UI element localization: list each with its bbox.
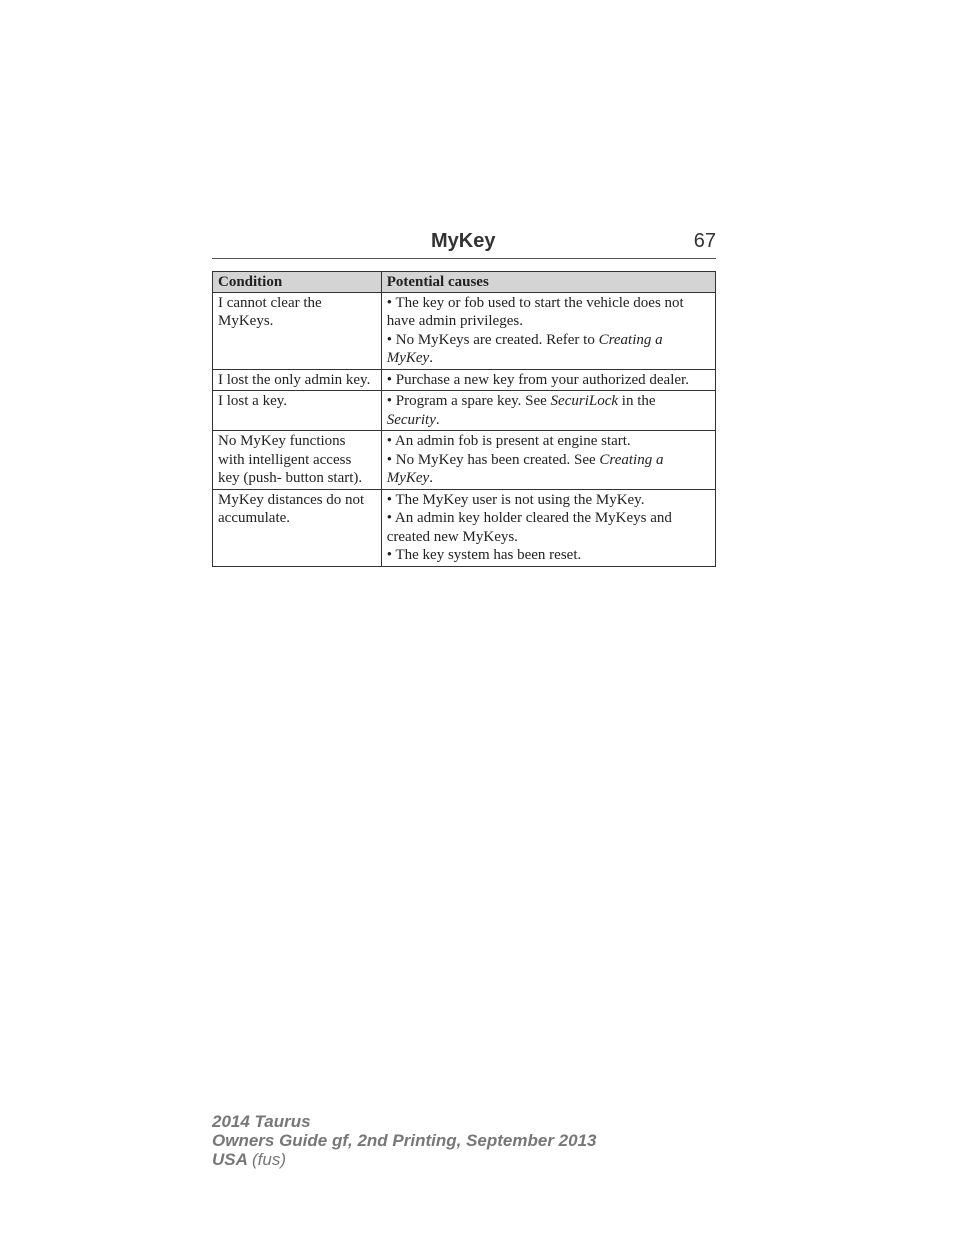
cross-reference: Creating a MyKey xyxy=(386,331,663,366)
table-row xyxy=(213,431,716,490)
condition-cell: I cannot clear the MyKeys. xyxy=(213,292,382,369)
cause-item: • Purchase a new key from your authorized dealer. xyxy=(386,371,689,388)
section-title: MyKey xyxy=(431,230,496,252)
cause-item: • The key system has been reset. xyxy=(386,547,582,563)
cause-item: • The key or fob used to start the vehicle does not have admin privileges. xyxy=(386,294,684,329)
document-footer xyxy=(212,1112,596,1169)
table-row xyxy=(213,369,716,391)
cause-text: • No MyKey has been created. See xyxy=(386,451,600,468)
footer-edition: Owners Guide gf, 2nd Printing, September 2013 xyxy=(212,1131,597,1150)
table-header-row xyxy=(213,272,716,293)
column-header-condition: Condition xyxy=(213,272,382,293)
cause-tail: . xyxy=(435,411,440,428)
causes-cell xyxy=(381,489,715,566)
column-header-causes: Potential causes xyxy=(381,272,715,293)
table-row xyxy=(213,489,716,566)
footer-region-suffix: (fus) xyxy=(252,1150,286,1169)
cause-text: • No MyKeys are created. Refer to xyxy=(386,331,599,348)
condition-cell: No MyKey functions with intelligent access key (push- button start). xyxy=(213,431,382,490)
footer-model: 2014 Taurus xyxy=(212,1112,311,1131)
cross-reference: Creating a MyKey xyxy=(386,451,664,486)
table-row xyxy=(213,292,716,369)
cause-item: • An admin key holder cleared the MyKeys and created new MyKeys. xyxy=(386,510,672,545)
footer-region-main: USA xyxy=(212,1150,248,1169)
cause-item xyxy=(387,451,710,488)
cause-item: • The MyKey user is not using the MyKey. xyxy=(386,491,645,508)
causes-cell xyxy=(381,431,715,490)
causes-cell xyxy=(381,391,715,431)
page-header xyxy=(212,228,716,259)
condition-cell: I lost a key. xyxy=(213,391,382,431)
cause-tail: . xyxy=(429,350,433,366)
condition-cell: I lost the only admin key. xyxy=(213,369,382,391)
cause-tail: . xyxy=(429,470,433,486)
cause-mid: in the xyxy=(618,393,656,409)
page-number: 67 xyxy=(693,230,716,252)
cross-reference: Security xyxy=(386,411,436,428)
cause-text: • Program a spare key. See xyxy=(386,393,551,409)
causes-cell xyxy=(381,292,715,369)
cause-item xyxy=(387,392,710,429)
condition-cell: MyKey distances do not accumulate. xyxy=(213,489,382,566)
cause-item xyxy=(387,331,710,368)
troubleshooting-table xyxy=(212,271,716,567)
causes-cell xyxy=(381,369,715,391)
cause-item: • An admin fob is present at engine start. xyxy=(386,433,631,449)
table-row xyxy=(213,391,716,431)
footer-region xyxy=(212,1150,596,1169)
cross-reference: SecuriLock xyxy=(550,393,619,409)
